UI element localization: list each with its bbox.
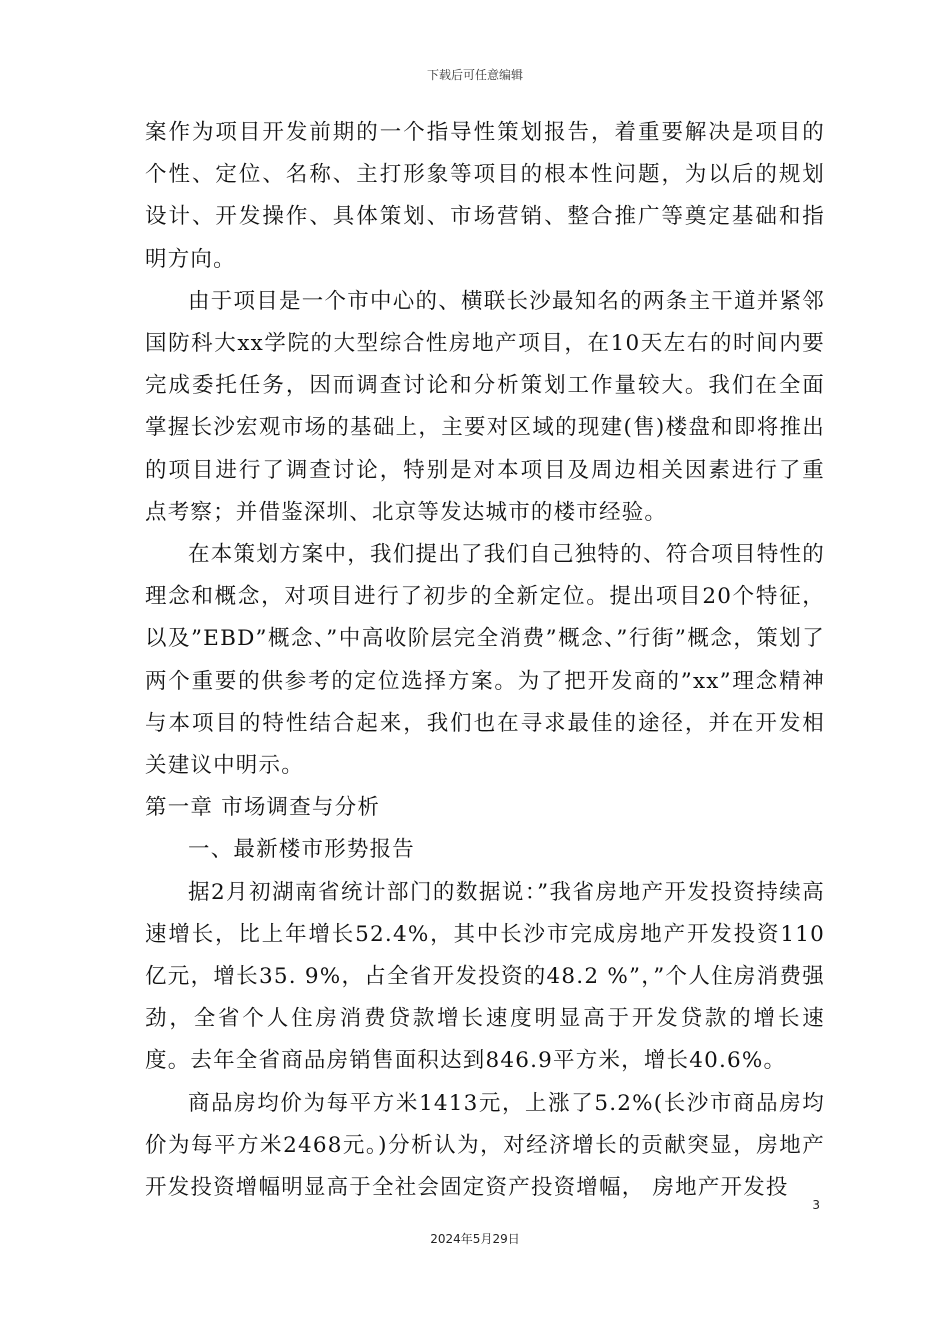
paragraph-average-price: 商品房均价为每平方米1413元，上涨了5.2%(长沙市商品房均价为每平方米2468元。)分析认为，对经济增长的贡献突显，房地产开发投资增幅明显高于全社会固定资产投资增幅， 房地产开发投: [145, 1090, 825, 1201]
page-header: 下载后可任意编辑: [426, 68, 523, 82]
paragraph-statistics: 据2月初湖南省统计部门的数据说：”我省房地产开发投资持续高速增长，比上年增长52.4%，其中长沙市完成房地产开发投资110亿元，增长35. 9%，占全省开发投资的48.2 %”，”个人住房消费强劲，全省个人住房消费贷款增长速度明显高于开发贷款的增长速度。去年全省商品房销售面积达到846.9平方米，增长40.6%。: [145, 879, 825, 1074]
section-heading: 一、最新楼市形势报告: [188, 837, 416, 863]
page-number: 3: [812, 1198, 820, 1212]
paragraph-project-background: 由于项目是一个市中心的、横联长沙最知名的两条主干道并紧邻国防科大xx学院的大型综合性房地产项目，在10天左右的时间内要完成委托任务，因而调查讨论和分析策划工作量较大。我们在全面掌握长沙宏观市场的基础上，主要对区域的现建(售)楼盘和即将推出的项目进行了调查讨论，特别是对本项目及周边相关因素进行了重点考察；并借鉴深圳、北京等发达城市的楼市经验。: [145, 288, 825, 525]
paragraph-continuation: 案作为项目开发前期的一个指导性策划报告，着重要解决是项目的个性、定位、名称、主打形象等项目的根本性问题，为以后的规划设计、开发操作、具体策划、市场营销、整合推广等奠定基础和指明方向。: [145, 120, 825, 272]
chapter-heading: 第一章 市场调查与分析: [145, 795, 381, 821]
paragraph-plan-concepts: 在本策划方案中，我们提出了我们自己独特的、符合项目特性的理念和概念，对项目进行了初步的全新定位。提出项目20个特征，以及”EBD”概念、”中高收阶层完全消费”概念、”行街”概念，策划了两个重要的供参考的定位选择方案。为了把开发商的”xx”理念精神与本项目的特性结合起来，我们也在寻求最佳的途径，并在开发相关建议中明示。: [145, 542, 825, 779]
page-footer-date: 2024年5月29日: [430, 1232, 520, 1246]
document-body: [145, 112, 825, 1209]
